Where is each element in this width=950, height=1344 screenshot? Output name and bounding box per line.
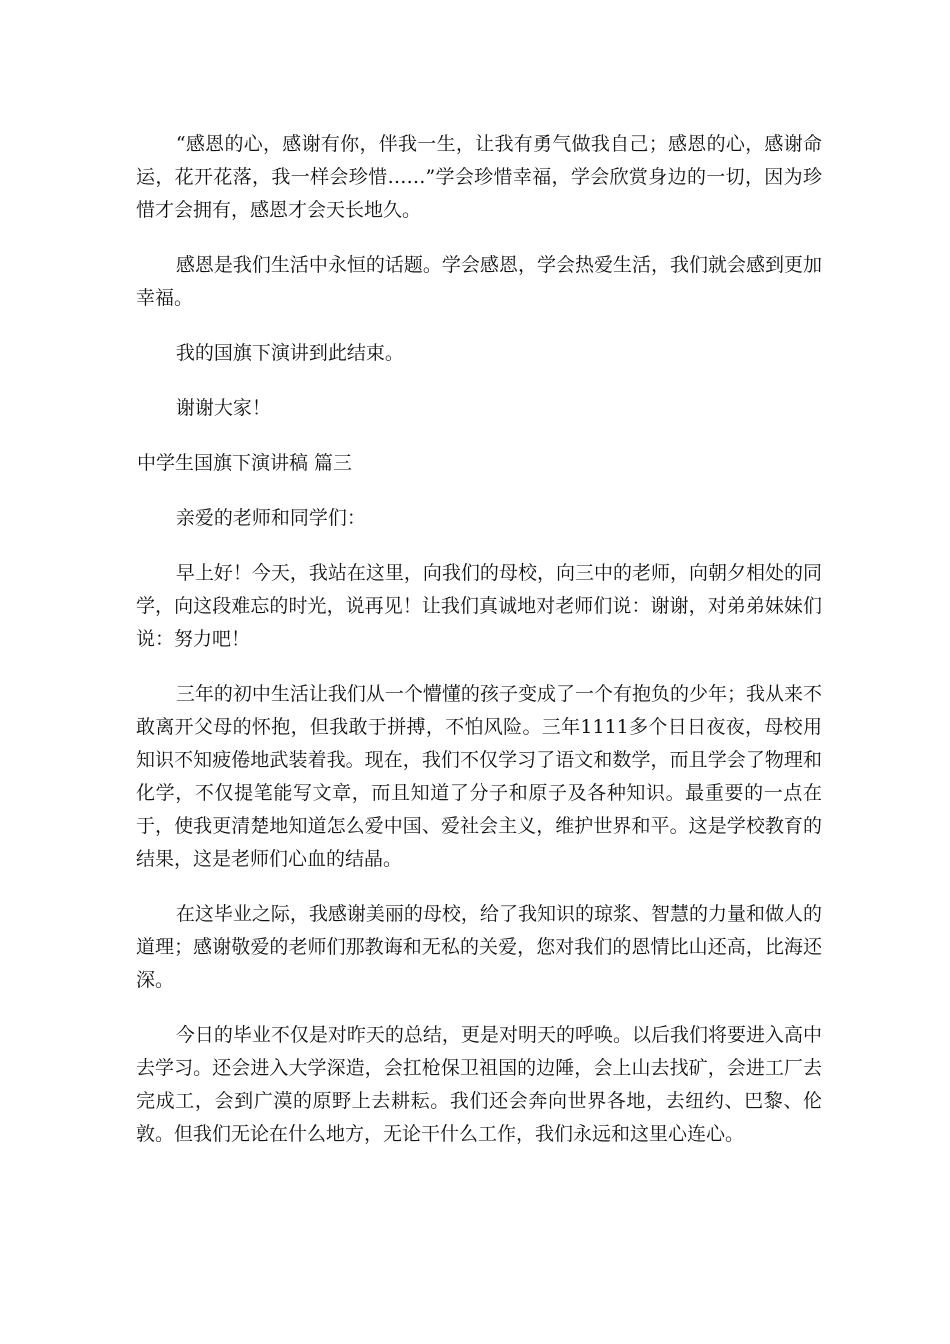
section-title: 中学生国旗下演讲稿 篇三 [137, 452, 353, 474]
document-body [136, 128, 822, 1173]
paragraph-speech-end: 我的国旗下演讲到此结束。 [175, 342, 404, 364]
paragraph-thanks: 谢谢大家！ [175, 397, 271, 419]
paragraph-thank-school: 在这毕业之际，我感谢美丽的母校，给了我知识的琼浆、智慧的力量和做人的道理；感谢敬爱的老师们那教诲和无私的关爱，您对我们的恩情比山还高，比海还深。 [136, 903, 822, 991]
paragraph-three-years: 三年的初中生活让我们从一个懵懂的孩子变成了一个有抱负的少年；我从来不敢离开父母的怀抱，但我敢于拼搏，不怕风险。三年1111多个日日夜夜，母校用知识不知疲倦地武装着我。现在，我们不仅学习了语文和数学，而且学会了物理和化学，不仅提笔能写文章，而且知道了分子和原子及各种知识。最重要的一点在于，使我更清楚地知道怎么爱中国、爱社会主义，维护世界和平。这是学校教育的结果，这是老师们心血的结晶。 [136, 683, 822, 870]
paragraph-gratitude-theme: 感恩是我们生活中永恒的话题。学会感恩，学会热爱生活，我们就会感到更加幸福。 [136, 254, 822, 309]
paragraph-gratitude-song: “感恩的心，感谢有你，伴我一生，让我有勇气做我自己；感恩的心，感谢命运，花开花落，我一样会珍惜……”学会珍惜幸福，学会欣赏身边的一切，因为珍惜才会拥有，感恩才会天长地久。 [136, 133, 822, 221]
paragraph-greeting: 早上好！今天，我站在这里，向我们的母校，向三中的老师，向朝夕相处的同学，向这段难忘的时光，说再见！让我们真诚地对老师们说：谢谢，对弟弟妹妹们说：努力吧！ [136, 562, 822, 650]
paragraph-graduation: 今日的毕业不仅是对昨天的总结，更是对明天的呼唤。以后我们将要进入高中去学习。还会进入大学深造，会扛枪保卫祖国的边陲，会上山去找矿，会进工厂去完成工，会到广漠的原野上去耕耘。我们还会奔向世界各地，去纽约、巴黎、伦敦。但我们无论在什么地方，无论干什么工作，我们永远和这里心连心。 [136, 1024, 822, 1145]
paragraph-salutation: 亲爱的老师和同学们： [175, 507, 366, 529]
